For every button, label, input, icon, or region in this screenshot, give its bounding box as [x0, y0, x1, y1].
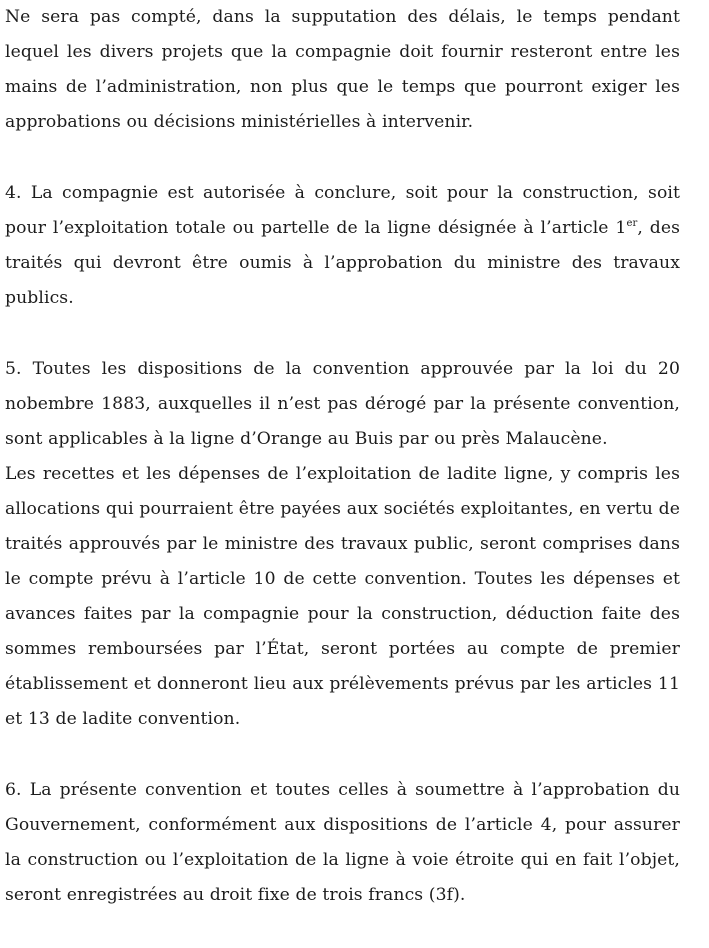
paragraph-article-5: 5. Toutes les dispositions de la convention approuvée par la loi du 20 nobembre 1883, auxquelles il n’est pas dérogé par la présente convention, sont applicables à la ligne d’Orange au Buis par ou près Malaucène.	[5, 359, 680, 449]
article-ordinal-superscript: er	[626, 218, 638, 229]
paragraph-delays: Ne sera pas compté, dans la supputation des délais, le temps pendant lequel les divers projets que la compagnie doit fournir resteront entre les mains de l’administration, non plus que le temps que pourront exiger les approbations ou décisions ministérielles à intervenir.	[5, 7, 680, 132]
paragraph-receipts-expenses: Les recettes et les dépenses de l’exploitation de ladite ligne, y compris les allocations qui pourraient être payées aux sociétés exploitantes, en vertu de traités approuvés par le ministre des travaux public, seront comprises dans le compte prévu à l’article 10 de cette convention. Toutes les dépenses et avances faites par la compagnie pour la construction, déduction faite des sommes remboursées par l’État, seront portées au compte de premier établissement et donneront lieu aux prélèvements prévus par les articles 11 et 13 de ladite convention.	[5, 464, 680, 729]
document-page	[5, 0, 680, 913]
paragraph-spacer	[5, 140, 680, 176]
paragraph-article-6: 6. La présente convention et toutes celles à soumettre à l’approbation du Gouvernement, conformément aux dispositions de l’article 4, pour assurer la construction ou l’exploitation de la ligne à voie étroite qui en fait l’objet, seront enregistrées au droit fixe de trois francs (3f).	[5, 780, 680, 905]
paragraph-spacer	[5, 737, 680, 773]
article-4-text-start: 4. La compagnie est autorisée à conclure, soit pour la construction, soit pour l’exploitation totale ou partelle de la ligne désignée à l’article 1	[5, 183, 680, 238]
paragraph-article-4	[5, 176, 680, 316]
paragraph-spacer	[5, 316, 680, 352]
article-4-text-end: , des traités qui devront être oumis à l’approbation du ministre des travaux publics.	[5, 218, 681, 308]
